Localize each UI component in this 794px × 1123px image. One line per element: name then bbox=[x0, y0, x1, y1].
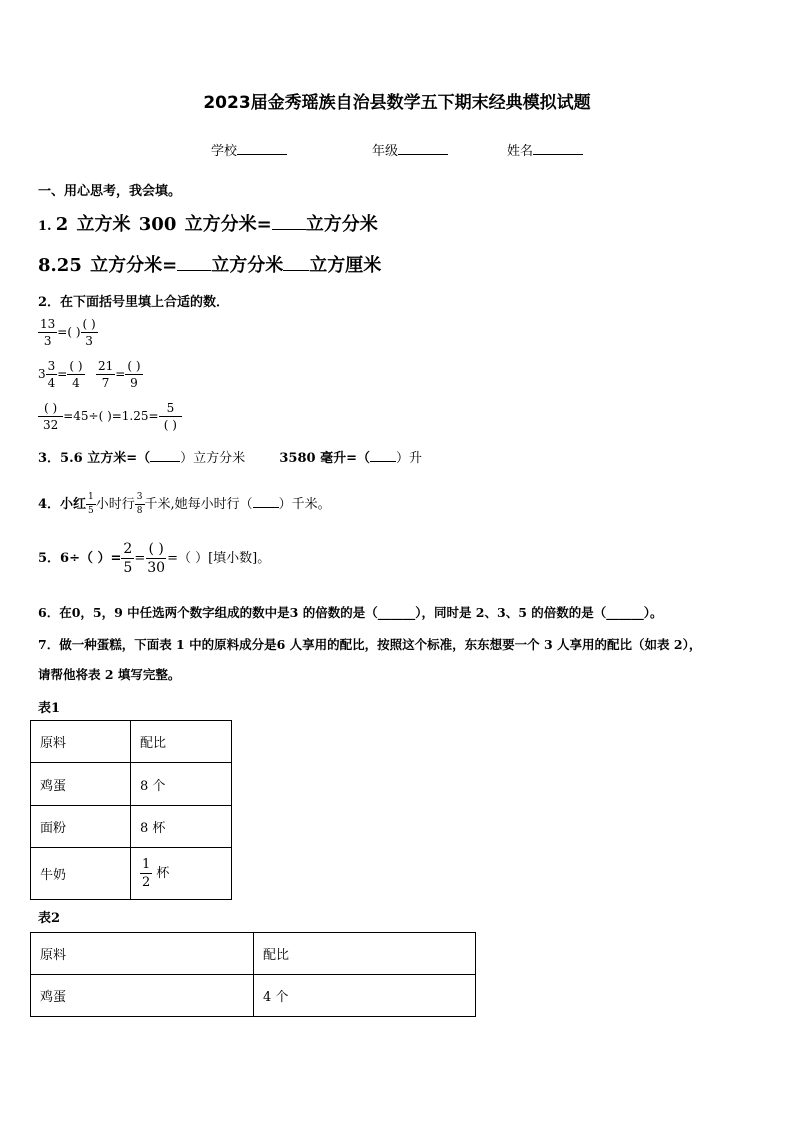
table-1 bbox=[30, 720, 232, 900]
q2-row-1 bbox=[38, 318, 98, 347]
table-cell: 8 个 bbox=[131, 763, 232, 806]
table-row bbox=[31, 721, 232, 763]
q1-unit-e: 立方分米 bbox=[211, 255, 284, 276]
q5-part-a[interactable]: 5．6÷（ ）= bbox=[38, 551, 122, 566]
question-4 bbox=[38, 493, 331, 516]
q1-number: 1. bbox=[38, 219, 52, 234]
school-field bbox=[211, 140, 287, 159]
table-cell: 配比 bbox=[254, 933, 476, 975]
q4-part-b: 小时行 bbox=[95, 497, 135, 512]
table-cell: 4 个 bbox=[254, 975, 476, 1017]
q2-eq-2: = bbox=[57, 367, 68, 381]
q1-unit-d: 立方分米= bbox=[90, 255, 178, 276]
q4-blank[interactable] bbox=[253, 507, 279, 508]
school-blank[interactable] bbox=[237, 142, 287, 155]
q1-blank-2[interactable] bbox=[177, 255, 211, 271]
section-heading: 一、用心思考，我会填。 bbox=[38, 184, 182, 199]
table-row bbox=[31, 806, 232, 848]
q1-blank-3[interactable] bbox=[283, 255, 309, 271]
q2-fraction-5[interactable]: $\frac{( )}{9}$ bbox=[127, 359, 141, 390]
q3-blank-2[interactable] bbox=[370, 461, 396, 462]
table-2 bbox=[30, 932, 476, 1017]
q3-part-d: ）升 bbox=[396, 451, 423, 466]
question-7-line-2: 请帮他将表 2 填写完整。 bbox=[38, 667, 181, 682]
q1-value-a: 2 bbox=[55, 214, 69, 235]
milk-fraction: $\frac{1}{2}$ bbox=[142, 857, 151, 890]
grade-blank[interactable] bbox=[398, 142, 448, 155]
q5-fraction-2[interactable]: $\frac{( )}{30}$ bbox=[147, 541, 166, 576]
q2-row-3 bbox=[38, 402, 182, 431]
table-row bbox=[31, 763, 232, 806]
q2-fraction-2[interactable]: $\frac{( )}{3}$ bbox=[82, 317, 96, 348]
q2-row-2 bbox=[38, 360, 143, 389]
q1-value-b: 300 bbox=[138, 214, 177, 235]
q4-part-d: ）千米。 bbox=[278, 497, 331, 512]
table-cell: 原料 bbox=[31, 933, 254, 975]
q3-part-b: ）立方分米 bbox=[180, 451, 246, 466]
q1-unit-b: 立方分米= bbox=[184, 214, 272, 235]
q2-fraction-3[interactable]: $\frac{( )}{4}$ bbox=[69, 359, 83, 390]
q5-fraction-1: $\frac{2}{5}$ bbox=[123, 541, 133, 576]
q3-part-a: 3．5.6 立方米=（ bbox=[38, 451, 151, 466]
q5-eq: = bbox=[134, 551, 146, 566]
q2-eq-3: = bbox=[115, 367, 126, 381]
q4-part-a: 4．小红 bbox=[38, 497, 87, 512]
table-1-caption: 表1 bbox=[38, 701, 61, 716]
q1-unit-a: 立方米 bbox=[76, 214, 131, 235]
table-row bbox=[31, 975, 476, 1017]
name-label: 姓名 bbox=[507, 144, 534, 159]
question-6: 6．在0，5，9 中任选两个数字组成的数中是3 的倍数的是（______），同时是 2、3、5 的倍数的是（______）。 bbox=[38, 605, 663, 620]
q2-fraction-1: $\frac{13}{3}$ bbox=[40, 317, 56, 348]
q2-fraction-6[interactable]: $\frac{( )}{32}$ bbox=[38, 402, 63, 431]
table-cell: 面粉 bbox=[31, 806, 131, 848]
question-5 bbox=[38, 542, 270, 575]
question-3 bbox=[38, 447, 422, 466]
q5-part-b[interactable]: =（ ）[填小数]。 bbox=[167, 551, 271, 566]
q3-part-c: 3580 毫升=（ bbox=[279, 451, 370, 466]
q1-value-c: 8.25 bbox=[38, 255, 82, 276]
table-row bbox=[31, 848, 232, 900]
question-2-text: 2．在下面括号里填上合适的数． bbox=[38, 295, 230, 310]
table-2-caption: 表2 bbox=[38, 911, 61, 926]
q4-part-c: 千米,她每小时行（ bbox=[144, 497, 253, 512]
table-cell: 8 杯 bbox=[131, 806, 232, 848]
q2-mixed-whole: 3 bbox=[38, 367, 46, 381]
milk-unit: 杯 bbox=[156, 866, 170, 881]
q1-unit-f: 立方厘米 bbox=[309, 255, 382, 276]
school-label: 学校 bbox=[211, 144, 238, 159]
q2-fraction-7[interactable]: $\frac{5}{( )}$ bbox=[159, 402, 183, 431]
name-blank[interactable] bbox=[533, 142, 583, 155]
table-cell: 原料 bbox=[31, 721, 131, 763]
table-row bbox=[31, 933, 476, 975]
q1-unit-c: 立方分米 bbox=[305, 214, 378, 235]
page-title: 2023届金秀瑶族自治县数学五下期末经典模拟试题 bbox=[203, 93, 591, 113]
q2-fraction-4: $\frac{21}{7}$ bbox=[97, 359, 114, 390]
question-1-line-2 bbox=[38, 251, 381, 277]
table-cell: 牛奶 bbox=[31, 848, 131, 900]
question-7-line-1: 7．做一种蛋糕，下面表 1 中的原料成分是6 人享用的配比，按照这个标准，东东想要一个 3 人享用的配比（如表 2）， bbox=[38, 637, 702, 652]
q4-fraction-1: $\frac{1}{5}$ bbox=[88, 492, 94, 516]
q2-eq-1: =( ) bbox=[57, 325, 81, 339]
q2-mixed-fraction: $\frac{3}{4}$ bbox=[47, 359, 56, 390]
q3-blank-1[interactable] bbox=[150, 461, 180, 462]
name-field bbox=[507, 140, 583, 159]
table-cell: 鸡蛋 bbox=[31, 975, 254, 1017]
question-1-line-1 bbox=[38, 210, 378, 236]
table-cell bbox=[131, 848, 232, 900]
q4-fraction-2: $\frac{3}{8}$ bbox=[136, 492, 143, 516]
q2-eq-4[interactable]: =45÷( )=1.25= bbox=[63, 409, 159, 423]
q1-blank-1[interactable] bbox=[272, 214, 306, 230]
grade-field bbox=[372, 140, 448, 159]
table-cell: 鸡蛋 bbox=[31, 763, 131, 806]
table-cell: 配比 bbox=[131, 721, 232, 763]
grade-label: 年级 bbox=[372, 144, 399, 159]
